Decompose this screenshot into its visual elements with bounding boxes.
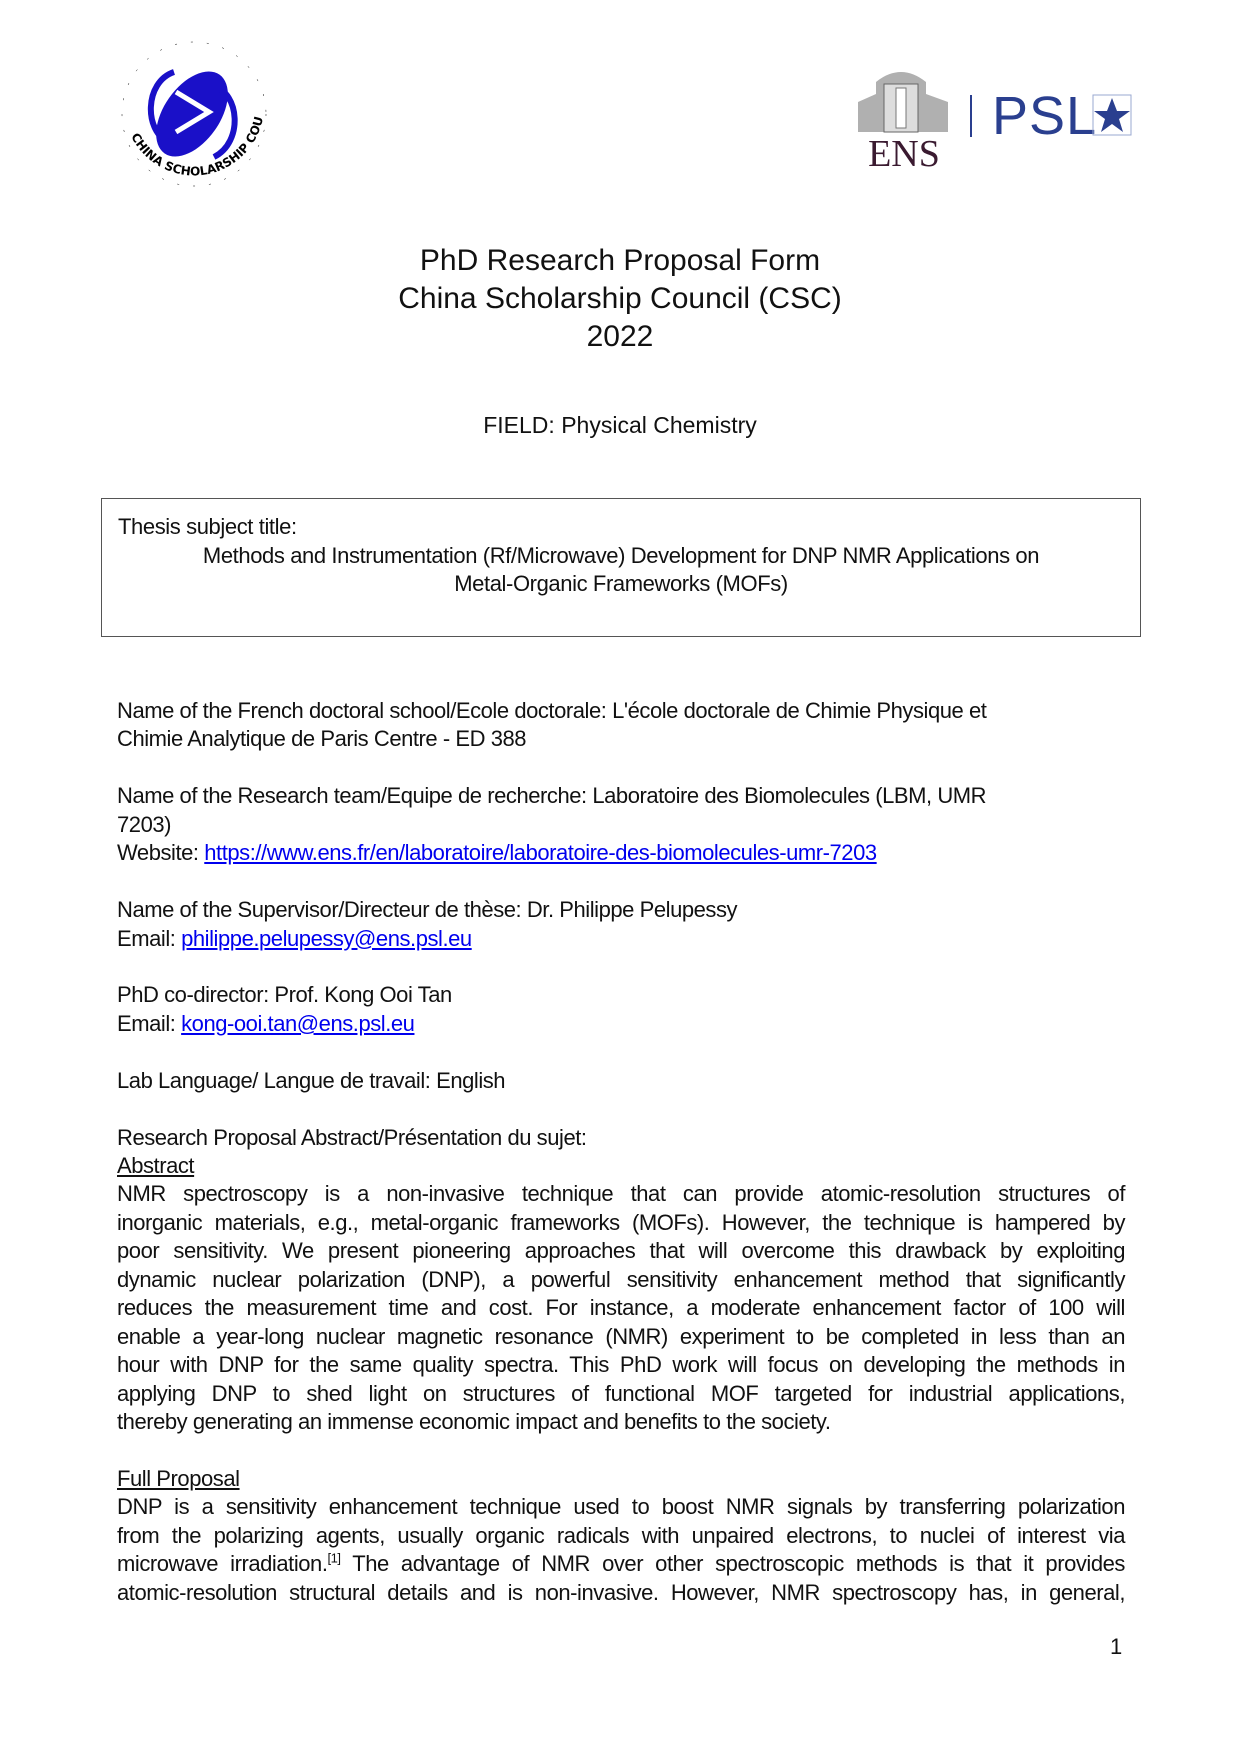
thesis-title-line: Methods and Instrumentation (Rf/Microwave) Development for DNP NMR Applications on	[202, 543, 1040, 568]
website-link[interactable]: https://www.ens.fr/en/laboratoire/laboratoire-des-biomolecules-umr-7203	[204, 840, 877, 866]
email-label: Email:	[117, 1010, 176, 1036]
proposal-heading: Research Proposal Abstract/Présentation du sujet:	[117, 1124, 587, 1150]
thesis-label: Thesis subject title:	[118, 514, 297, 539]
abstract-line: dynamic nuclear polarization (DNP), a powerful sensitivity enhancement method that significantly	[117, 1266, 1125, 1292]
proposal-text: microwave irradiation.	[117, 1551, 328, 1577]
abstract-line: applying DNP to shed light on structures of functional MOF targeted for industrial applications,	[117, 1380, 1125, 1406]
field-line	[0, 412, 1240, 439]
proposal-line: DNP is a sensitivity enhancement technique used to boost NMR signals by transferring polarization	[117, 1494, 1125, 1520]
abstract-line: poor sensitivity. We present pioneering approaches that will overcome this drawback by exploiting	[117, 1238, 1125, 1264]
research-team: 7203)	[117, 811, 172, 837]
doctoral-school: Name of the French doctoral school/Ecole doctorale: L'école doctorale de Chimie Physique et	[117, 698, 987, 723]
research-team: Name of the Research team/Equipe de recherche: Laboratoire des Biomolecules (LBM, UMR	[117, 783, 987, 809]
website-label: Website:	[117, 840, 199, 866]
psl-logo: PSL	[992, 86, 1098, 146]
abstract-heading: Abstract	[117, 1153, 195, 1178]
lab-language: Lab Language/ Langue de travail: English	[117, 1067, 506, 1093]
proposal-line: from the polarizing agents, usually organic radicals with unpaired electrons, to nuclei of interest via	[117, 1522, 1125, 1548]
logo-divider	[970, 95, 972, 137]
email-label: Email:	[117, 925, 176, 951]
csc-logo	[114, 32, 274, 197]
supervisor-email-link[interactable]: philippe.pelupessy@ens.psl.eu	[181, 925, 472, 951]
abstract-line: hour with DNP for the same quality spectra. This PhD work will focus on developing the methods in	[117, 1352, 1125, 1378]
svg-text:CHINA SCHOLARSHIP COUNCIL: CHINA SCHOLARSHIP COU	[128, 115, 266, 179]
abstract-line: NMR spectroscopy is a non-invasive technique that can provide atomic-resolution structures of	[117, 1181, 1125, 1207]
co-director-email-link[interactable]: kong-ooi.tan@ens.psl.eu	[181, 1010, 415, 1036]
abstract-line: thereby generating an immense economic impact and benefits to the society.	[117, 1408, 831, 1434]
ens-logo	[856, 62, 956, 172]
supervisor: Name of the Supervisor/Directeur de thèse: Dr. Philippe Pelupessy	[117, 897, 738, 923]
title-line: China Scholarship Council (CSC)	[398, 282, 842, 315]
star-icon	[1092, 94, 1132, 136]
thesis-title-box	[101, 498, 1141, 637]
document-title	[0, 242, 1240, 356]
field-label: FIELD:	[483, 412, 555, 438]
svg-text:ENS: ENS	[868, 133, 940, 172]
doctoral-school: Chimie Analytique de Paris Centre - ED 388	[117, 726, 527, 752]
thesis-title-line: Metal-Organic Frameworks (MOFs)	[454, 571, 788, 596]
citation-ref: [1]	[327, 1550, 341, 1566]
abstract-line: inorganic materials, e.g., metal-organic frameworks (MOFs). However, the technique is hampered by	[117, 1209, 1125, 1235]
abstract-line: reduces the measurement time and cost. For instance, a moderate enhancement factor of 100 will	[117, 1295, 1125, 1321]
full-proposal-heading: Full Proposal	[117, 1465, 240, 1491]
proposal-line: atomic-resolution structural details and is non-invasive. However, NMR spectroscopy has, in general,	[117, 1579, 1125, 1605]
abstract-line: enable a year-long nuclear magnetic resonance (NMR) experiment to be completed in less than an	[117, 1323, 1125, 1349]
page-number: 1	[1110, 1634, 1123, 1659]
proposal-text: The advantage of NMR over other spectroscopic methods is that it provides	[340, 1551, 1125, 1577]
thesis-title	[102, 542, 1140, 598]
proposal-line	[117, 1550, 1125, 1578]
document-body	[117, 697, 1125, 1607]
title-year: 2022	[586, 320, 654, 353]
title-line: PhD Research Proposal Form	[419, 244, 821, 277]
field-value: Physical Chemistry	[561, 412, 757, 438]
co-director: PhD co-director: Prof. Kong Ooi Tan	[117, 982, 452, 1008]
